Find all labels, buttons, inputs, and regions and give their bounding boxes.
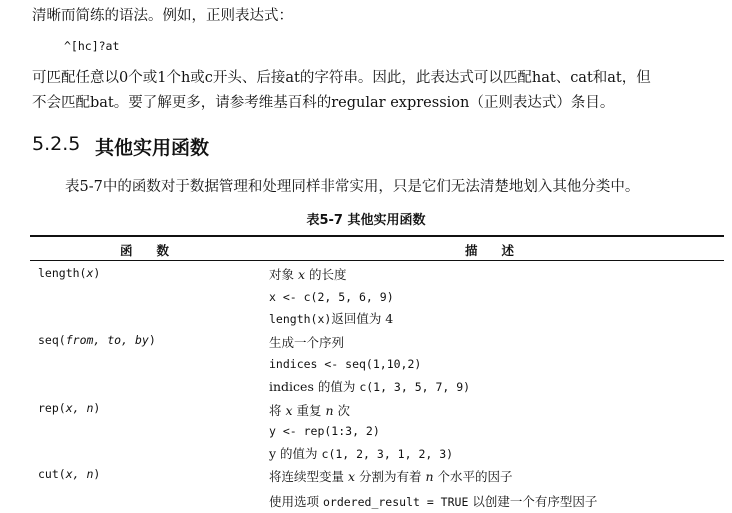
desc-text: 将连续型变量 <box>269 469 348 484</box>
function-signature-cut: cut(x, n) <box>38 467 101 481</box>
description-code: y <- rep(1:3, 2) <box>269 424 380 438</box>
function-args: from, to, by <box>65 333 149 347</box>
function-name: cut <box>38 467 59 481</box>
function-signature-length: length(x) <box>38 266 101 280</box>
column-header-function: 函数 <box>120 243 194 258</box>
desc-text: 次 <box>333 403 351 418</box>
desc-var: x <box>347 469 356 484</box>
desc-var: x <box>285 403 293 418</box>
function-signature-rep: rep(x, n) <box>38 401 101 415</box>
description-line <box>269 467 513 485</box>
function-args: x <box>86 266 94 280</box>
desc-text: 重复 <box>292 403 326 418</box>
desc-text: 返回值为 4 <box>331 311 394 326</box>
desc-text: 分割为有着 <box>355 469 426 484</box>
function-name: rep <box>38 401 59 415</box>
table-header-rule <box>30 260 724 261</box>
section-title: 其他实用函数 <box>95 137 210 159</box>
description-line <box>269 492 597 510</box>
paragraph-line-2: 不会匹配bat。要了解更多，请参考维基百科的regular expression（正则表达式）条目。 <box>32 95 615 111</box>
intro-line: 清晰而简练的语法。例如，正则表达式： <box>32 8 293 24</box>
desc-code: c(1, 3, 5, 7, 9) <box>359 380 471 394</box>
desc-text: 个水平的因子 <box>433 469 513 484</box>
regex-example: ^[hc]?at <box>64 39 120 53</box>
desc-code: ordered_result = TRUE <box>322 495 469 509</box>
desc-code: c(1, 2, 3, 1, 2, 3) <box>321 447 454 461</box>
description-line <box>269 444 453 462</box>
paragraph-line-1: 可匹配任意以0个或1个h或c开头、后接at的字符串。因此，此表达式可以匹配hat、cat和at，但 <box>32 70 651 86</box>
desc-text: indices 的值为 <box>269 379 360 394</box>
desc-var: n <box>325 403 334 418</box>
description-line <box>269 265 347 283</box>
desc-text: 的长度 <box>305 267 347 282</box>
description-line <box>269 309 393 327</box>
desc-var: x <box>297 267 306 282</box>
desc-code: length(x) <box>269 312 332 326</box>
function-args: x, n <box>65 467 94 481</box>
description-code: x <- c(2, 5, 6, 9) <box>269 290 394 304</box>
function-args: x, n <box>65 401 94 415</box>
desc-text: 将 <box>269 403 286 418</box>
section-number: 5.2.5 <box>32 133 81 155</box>
description-line <box>269 377 470 395</box>
table-caption: 表5-7 其他实用函数 <box>306 213 426 228</box>
function-name: length <box>38 266 80 280</box>
desc-text: 对象 <box>269 267 298 282</box>
table-top-rule <box>30 235 724 237</box>
description-line <box>269 401 350 419</box>
desc-text: 以创建一个有序型因子 <box>468 494 598 509</box>
function-signature-seq: seq(from, to, by) <box>38 333 156 347</box>
description-line: 生成一个序列 <box>269 335 345 350</box>
desc-var: n <box>425 469 434 484</box>
column-header-description: 描述 <box>465 243 539 258</box>
desc-text: y 的值为 <box>269 446 322 461</box>
section-intro: 表5-7中的函数对于数据管理和处理同样非常实用，只是它们无法清楚地划入其他分类中。 <box>65 179 640 195</box>
description-code: indices <- seq(1,10,2) <box>269 357 422 371</box>
function-name: seq <box>38 333 59 347</box>
desc-text: 使用选项 <box>269 494 323 509</box>
